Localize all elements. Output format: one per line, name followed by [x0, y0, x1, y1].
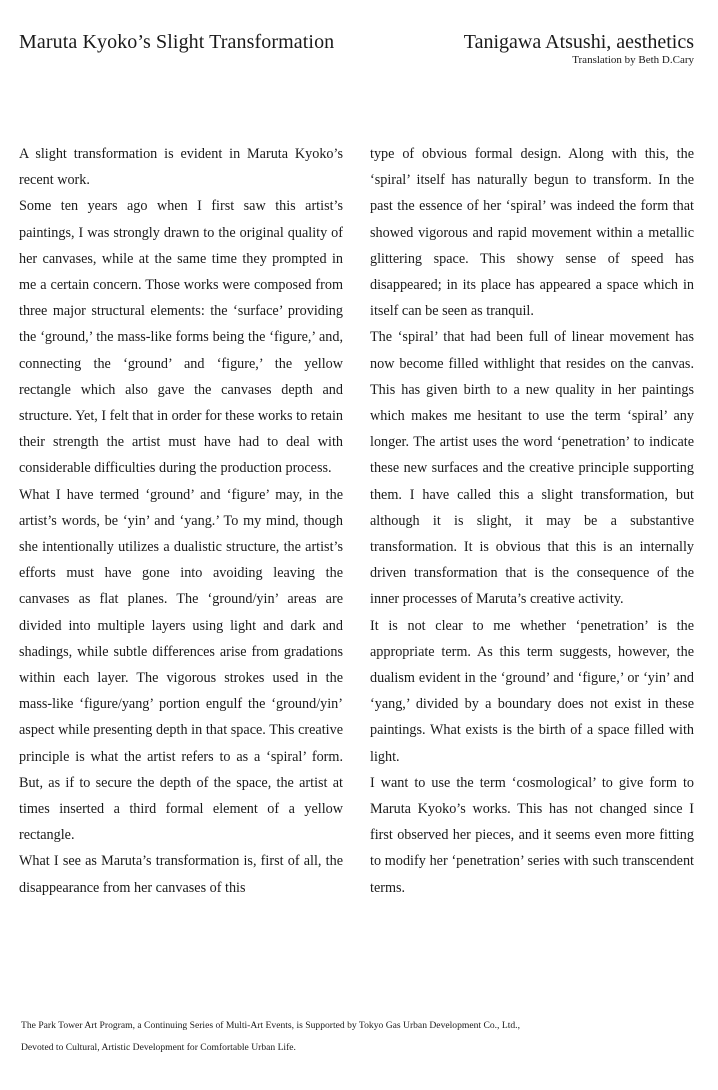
- paragraph: The ‘spiral’ that had been full of linear movement has now become filled withlight that resides on the canvas. This has given birth to a new quality in her paintings which makes me hesitant to use the term ‘spiral’ any longer. The artist uses the word ‘penetration’ to indicate these new surfaces and the creative principle supporting them. I have called this a slight transformation, but although it is slight, it may be a substantive transformation. It is obvious that this is an internally driven transformation that is the consequence of the inner processes of Maruta’s creative activity.: [370, 329, 694, 608]
- article-title: Maruta Kyoko’s Slight Transformation: [19, 31, 335, 53]
- footer-credits: [21, 1015, 520, 1059]
- left-column: [19, 141, 343, 901]
- translator-credit: Translation by Beth D.Cary: [572, 54, 694, 66]
- paragraph: Some ten years ago when I first saw this artist’s paintings, I was strongly drawn to the original quality of her canvases, while at the same time they prompted in me a certain concern. Those works were composed from three major structural elements: the ‘surface’ providing the ‘ground,’ the mass-like forms being the ‘figure,’ and, connecting the ‘ground’ and ‘figure,’ the yellow rectangle which also gave the canvases depth and structure. Yet, I felt that in order for these works to retain their strength the artist must have had to deal with considerable difficulties during the production process.: [19, 198, 343, 477]
- paragraph: type of obvious formal design. Along with this, the ‘spiral’ itself has naturally begun to transform. In the past the essence of her ‘spiral’ was indeed the form that showed vigorous and rapid movement within a metallic glittering space. This showy sense of speed has disappeared; in its place has appeared a space which in itself can be seen as tranquil.: [370, 146, 694, 320]
- footer-line: Devoted to Cultural, Artistic Development for Comfortable Urban Life.: [21, 1042, 296, 1053]
- paragraph: A slight transformation is evident in Maruta Kyoko’s recent work.: [19, 146, 343, 189]
- right-column: [370, 141, 694, 901]
- paragraph: What I see as Maruta’s transformation is, first of all, the disappearance from her canvases of this: [19, 853, 343, 896]
- paragraph: It is not clear to me whether ‘penetration’ is the appropriate term. As this term suggests, however, the dualism evident in the ‘ground’ and ‘figure,’ or ‘yin’ and ‘yang,’ divided by a boundary does not exist in these paintings. What exists is the birth of a space filled with light.: [370, 617, 694, 765]
- footer-line: The Park Tower Art Program, a Continuing Series of Multi-Art Events, is Supported by Tokyo Gas Urban Development Co., Ltd.,: [21, 1020, 520, 1031]
- article-author: Tanigawa Atsushi, aesthetics: [463, 31, 694, 53]
- paragraph: What I have termed ‘ground’ and ‘figure’ may, in the artist’s words, be ‘yin’ and ‘yang.’ To my mind, though she intentionally utilizes a dualistic structure, the artist’s efforts must have gone into avoiding leaving the canvases as flat planes. The ‘ground/yin’ areas are divided into multiple layers using light and dark and shadings, while subtle differences arise from gradations within each layer. The vigorous strokes used in the mass-like ‘figure/yang’ portion engulf the ‘ground/yin’ aspect while presenting depth in that space. This creative principle is what the artist refers to as a ‘spiral’ form. But, as if to secure the depth of the space, the artist at times inserted a third formal element of a yellow rectangle.: [19, 486, 343, 844]
- paragraph: I want to use the term ‘cosmological’ to give form to Maruta Kyoko’s works. This has not changed since I first observed her pieces, and it seems even more fitting to modify her ‘penetration’ series with such transcendent terms.: [370, 774, 694, 896]
